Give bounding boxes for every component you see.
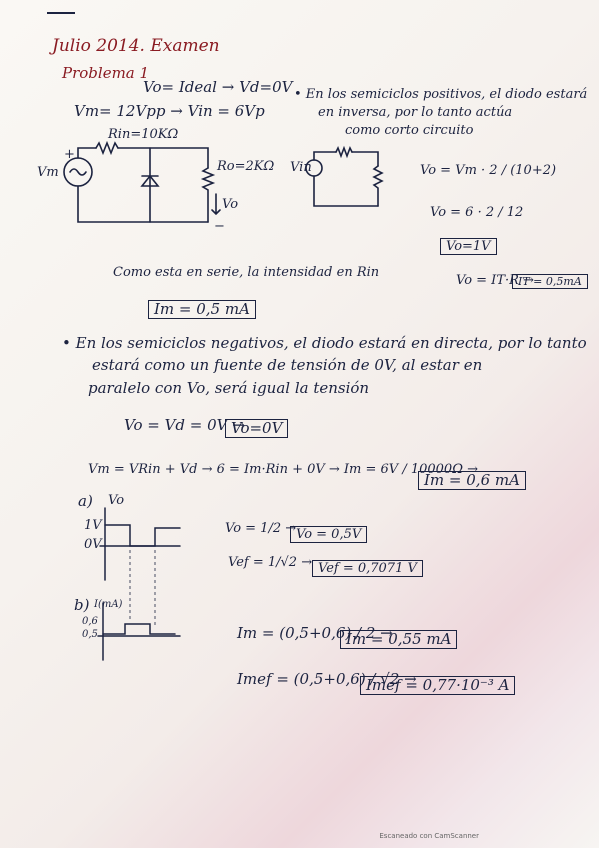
tick-1v: 1V	[84, 518, 102, 533]
im-average-eq: Im = (0,5+0,6) / 2 →	[237, 624, 393, 642]
positive-text-2: en inversa, por lo tanto actúa	[318, 105, 513, 120]
part-a-label: a)	[78, 492, 93, 510]
problem-heading: Problema 1	[62, 64, 150, 82]
vo-negative-eq: Vo = Vd = 0V →	[124, 416, 245, 434]
vo-average-eq: Vo = 1/2 →	[225, 521, 297, 536]
vo-positive-result: Vo=1V	[440, 238, 497, 255]
it-result: IT = 0,5mA	[512, 274, 588, 289]
negative-text-3: paralelo con Vo, será igual la tensión	[88, 379, 370, 397]
im-average-result: Im = 0,55 mA	[340, 630, 457, 649]
exam-title: Julio 2014. Examen	[52, 36, 220, 56]
rin-label: Rin=10KΩ	[108, 127, 179, 142]
vo-divider-sub: Vo = 6 · 2 / 12	[430, 205, 524, 220]
camscanner-watermark: Escaneado con CamScanner	[379, 832, 479, 840]
part-b-label: b)	[74, 596, 90, 614]
vo-label: Vo	[222, 197, 239, 212]
vo-average-result: Vo = 0,5V	[290, 526, 367, 543]
im-negative-result: Im = 0,6 mA	[418, 471, 526, 490]
negative-text-1: • En los semiciclos negativos, el diodo estará en directa, por lo tanto	[62, 334, 587, 352]
diode-ideal-line: Vo= Ideal → Vd=0V	[143, 78, 293, 96]
series-text: Como esta en serie, la intensidad en Rin	[113, 265, 380, 280]
positive-text-3: como corto circuito	[345, 123, 474, 138]
i-axis-label: I(mA)	[94, 599, 123, 610]
vo-negative-result: Vo=0V	[225, 419, 288, 438]
positive-text-1: • En los semiciclos positivos, el diodo estará	[294, 87, 588, 102]
minus-sign: −	[214, 219, 225, 234]
vm-kvl-eq: Vm = VRin + Vd → 6 = Im·Rin + 0V → Im = 6V / 10000Ω →	[88, 462, 478, 477]
vo-divider-eq: Vo = Vm · 2 / (10+2)	[420, 163, 557, 178]
vin-label: Vin	[290, 160, 312, 175]
imef-eq: Imef = (0,5+0,6) / √2 →	[237, 670, 417, 688]
negative-text-2: estará como un fuente de tensión de 0V, al estar en	[92, 356, 483, 374]
vef-eq: Vef = 1/√2 →	[228, 555, 313, 570]
ro-label: Ro=2KΩ	[217, 159, 275, 174]
tick-0v: 0V	[84, 537, 102, 552]
plus-sign: +	[64, 147, 75, 162]
tick-05: 0,5	[82, 629, 98, 640]
tick-06: 0,6	[82, 616, 98, 627]
vm-label: Vm	[37, 165, 59, 180]
it-equation: Vo = IT·R →	[456, 273, 534, 288]
vef-result: Vef = 0,7071 V	[312, 560, 423, 577]
vm-input-line: Vm= 12Vpp → Vin = 6Vp	[74, 102, 265, 120]
imef-result: Imef = 0,77·10⁻³ A	[360, 676, 515, 695]
vo-axis-label: Vo	[108, 493, 125, 508]
im-positive-result: Im = 0,5 mA	[148, 300, 256, 319]
